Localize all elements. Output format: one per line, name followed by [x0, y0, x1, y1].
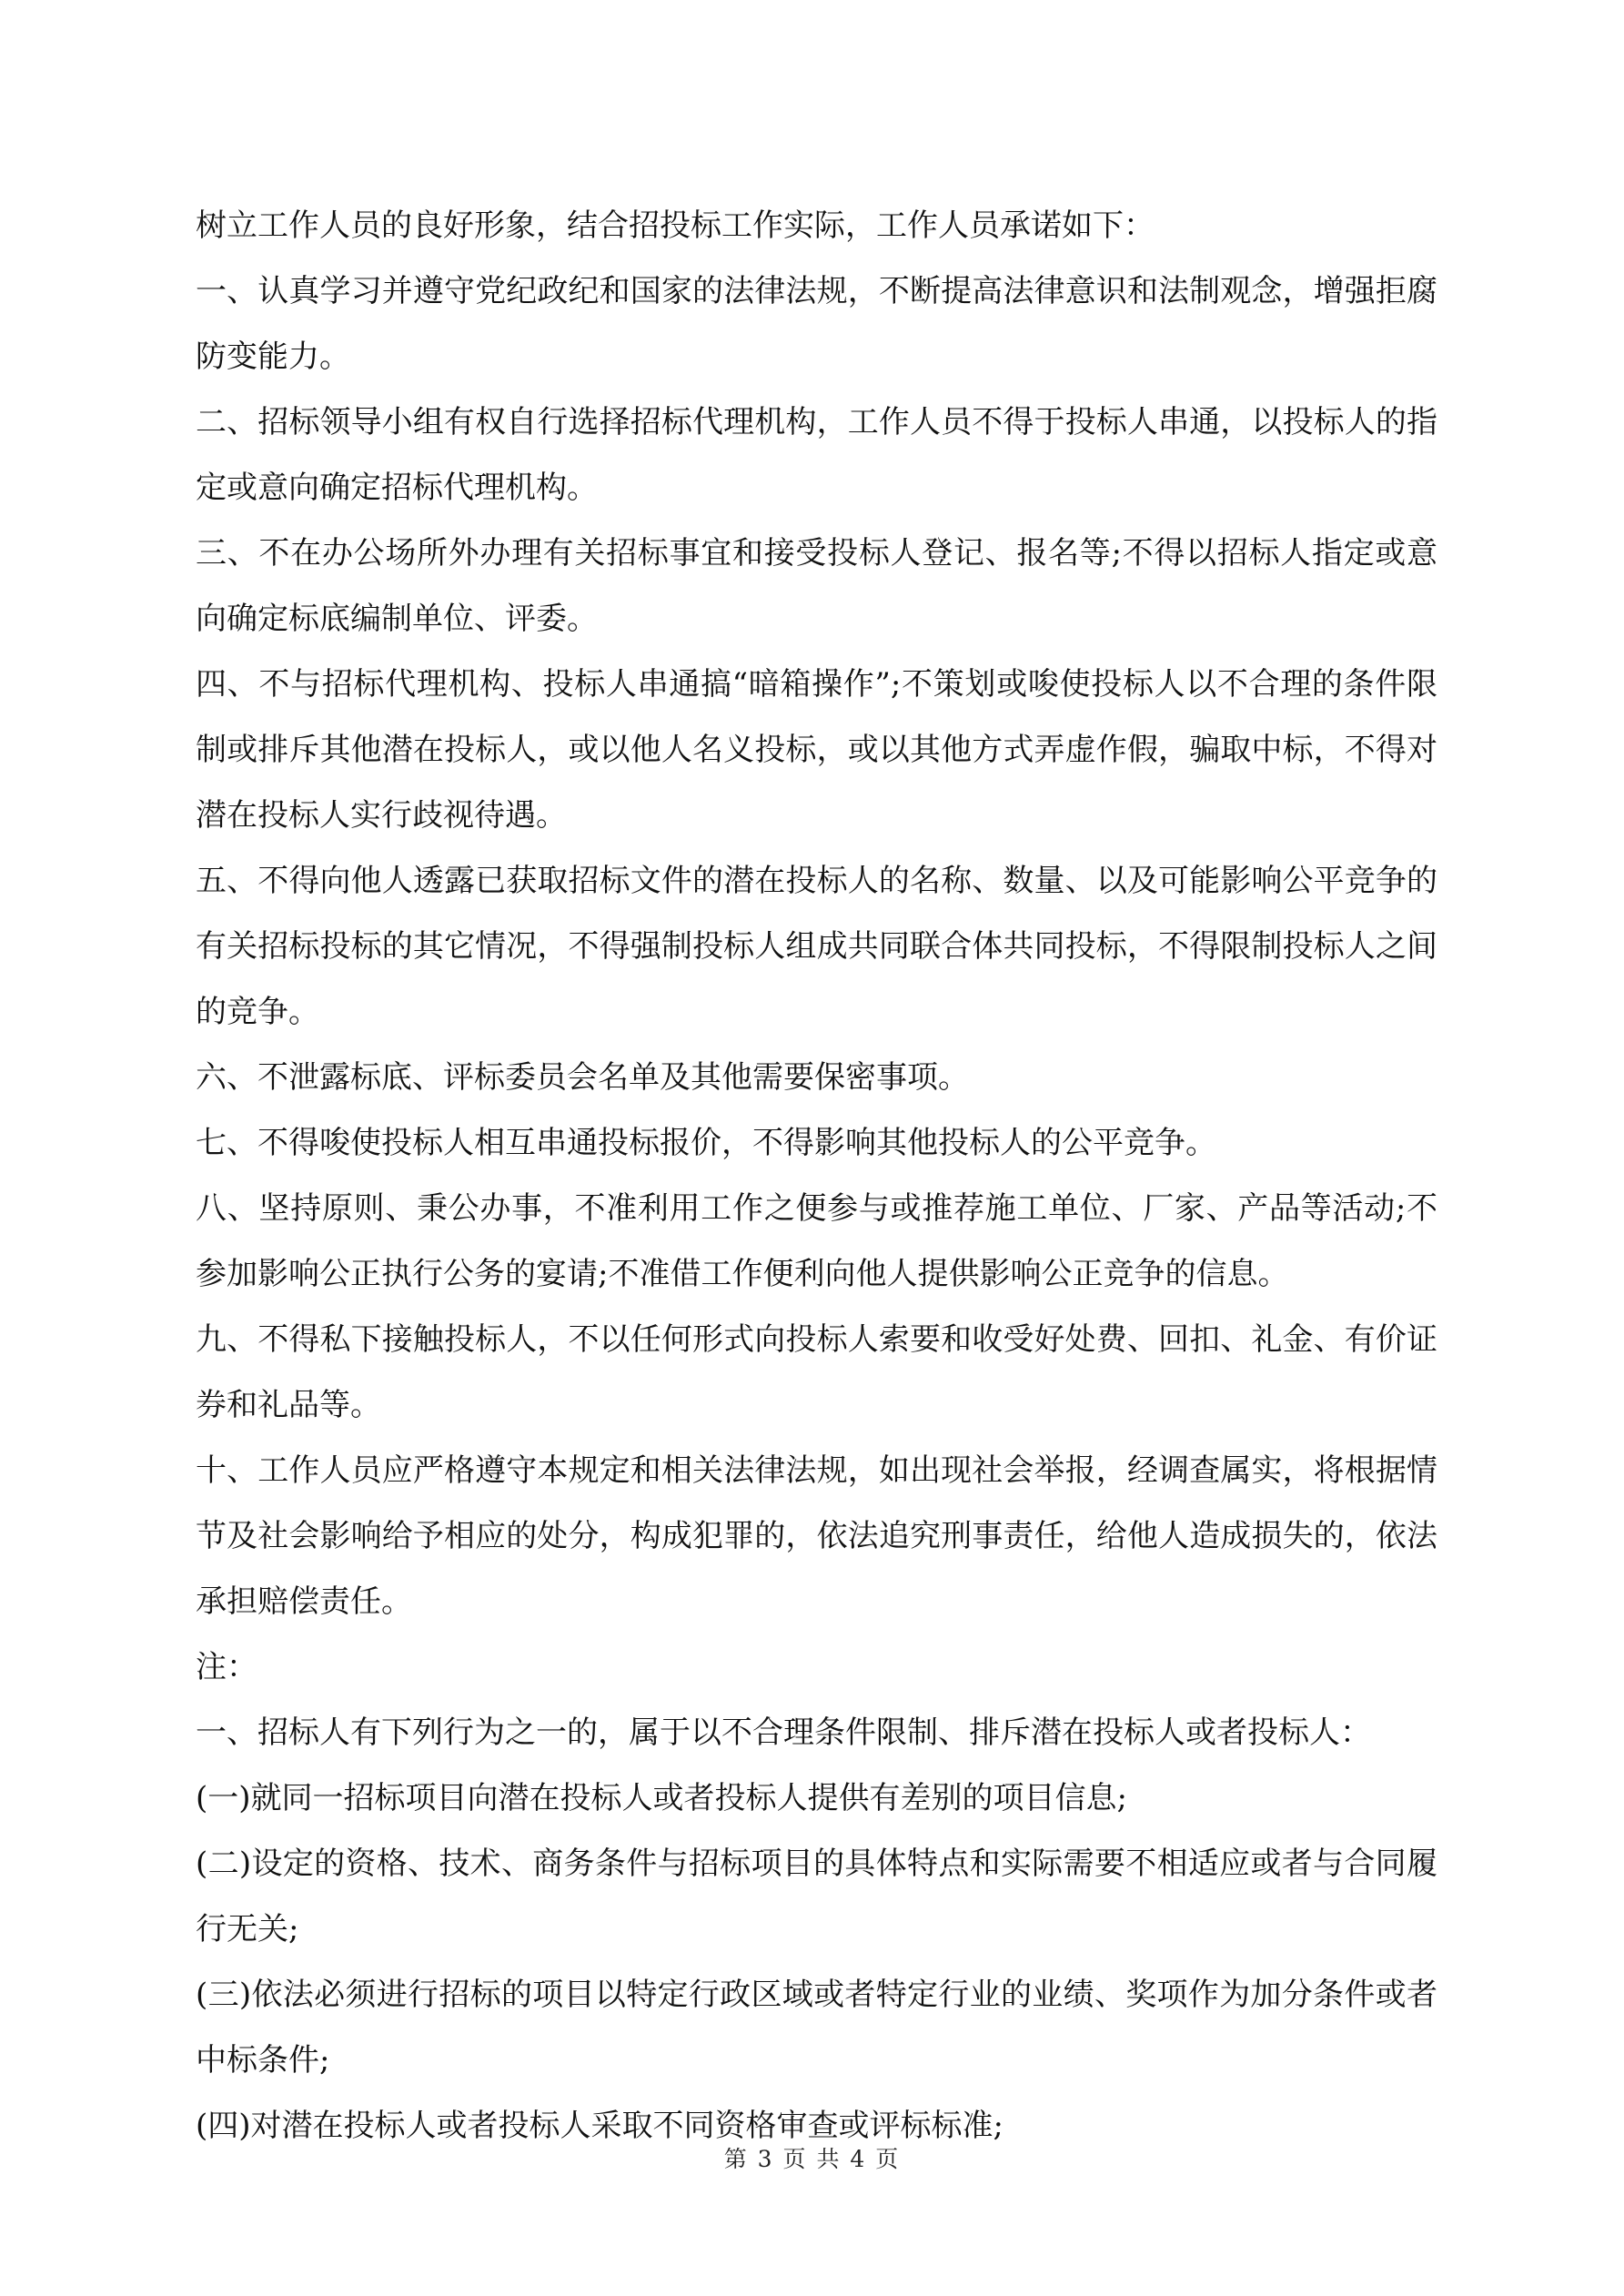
paragraph-item-6: 六、不泄露标底、评标委员会名单及其他需要保密事项。 — [196, 1059, 969, 1096]
paragraph-item-5: 五、不得向他人透露已获取招标文件的潜在投标人的名称、数量、以及可能影响公平竞争的有关招标投标的其它情况，不得强制投标人组成共同联合体共同投标，不得限制投标人之间的竞争。 — [196, 863, 1437, 1030]
paragraph-item-4: 四、不与招标代理机构、投标人串通搞“暗箱操作”;不策划或唆使投标人以不合理的条件限制或排斥其他潜在投标人，或以他人名义投标，或以其他方式弄虚作假，骗取中标，不得对潜在投标人实行歧视待遇。 — [196, 666, 1437, 834]
note-subitem-3: (三)依法必须进行招标的项目以特定行政区域或者特定行业的业绩、奖项作为加分条件或者中标条件; — [196, 1977, 1437, 2079]
page-number-footer: 第 3 页 共 4 页 — [723, 2146, 901, 2172]
paragraph-item-3: 三、不在办公场所外办理有关招标事宜和接受投标人登记、报名等;不得以招标人指定或意向确定标底编制单位、评委。 — [196, 535, 1437, 637]
paragraph-item-8: 八、坚持原则、秉公办事，不准利用工作之便参与或推荐施工单位、厂家、产品等活动;不参加影响公正执行公务的宴请;不准借工作便利向他人提供影响公正竞争的信息。 — [196, 1190, 1437, 1292]
note-subitem-4: (四)对潜在投标人或者投标人采取不同资格审查或评标标准; — [196, 2108, 1004, 2144]
note-item-1: 一、招标人有下列行为之一的，属于以不合理条件限制、排斥潜在投标人或者投标人： — [196, 1714, 1371, 1751]
note-subitem-1: (一)就同一招标项目向潜在投标人或者投标人提供有差别的项目信息; — [196, 1780, 1127, 1816]
note-heading: 注： — [196, 1649, 257, 1685]
paragraph-item-1: 一、认真学习并遵守党纪政纪和国家的法律法规，不断提高法律意识和法制观念，增强拒腐防变能力。 — [196, 273, 1437, 375]
note-subitem-2: (二)设定的资格、技术、商务条件与招标项目的具体特点和实际需要不相适应或者与合同履行无关; — [196, 1846, 1437, 1947]
paragraph-item-9: 九、不得私下接触投标人，不以任何形式向投标人索要和收受好处费、回扣、礼金、有价证券和礼品等。 — [196, 1321, 1437, 1423]
document-body — [196, 193, 1437, 2159]
paragraph-item-7: 七、不得唆使投标人相互串通投标报价，不得影响其他投标人的公平竞争。 — [196, 1125, 1216, 1161]
paragraph-item-10: 十、工作人员应严格遵守本规定和相关法律法规，如出现社会举报，经调查属实，将根据情节及社会影响给予相应的处分，构成犯罪的，依法追究刑事责任，给他人造成损失的，依法承担赔偿责任。 — [196, 1452, 1437, 1620]
paragraph-intro: 树立工作人员的良好形象，结合招投标工作实际，工作人员承诺如下： — [196, 207, 1155, 244]
paragraph-item-2: 二、招标领导小组有权自行选择招标代理机构，工作人员不得于投标人串通，以投标人的指定或意向确定招标代理机构。 — [196, 404, 1437, 506]
